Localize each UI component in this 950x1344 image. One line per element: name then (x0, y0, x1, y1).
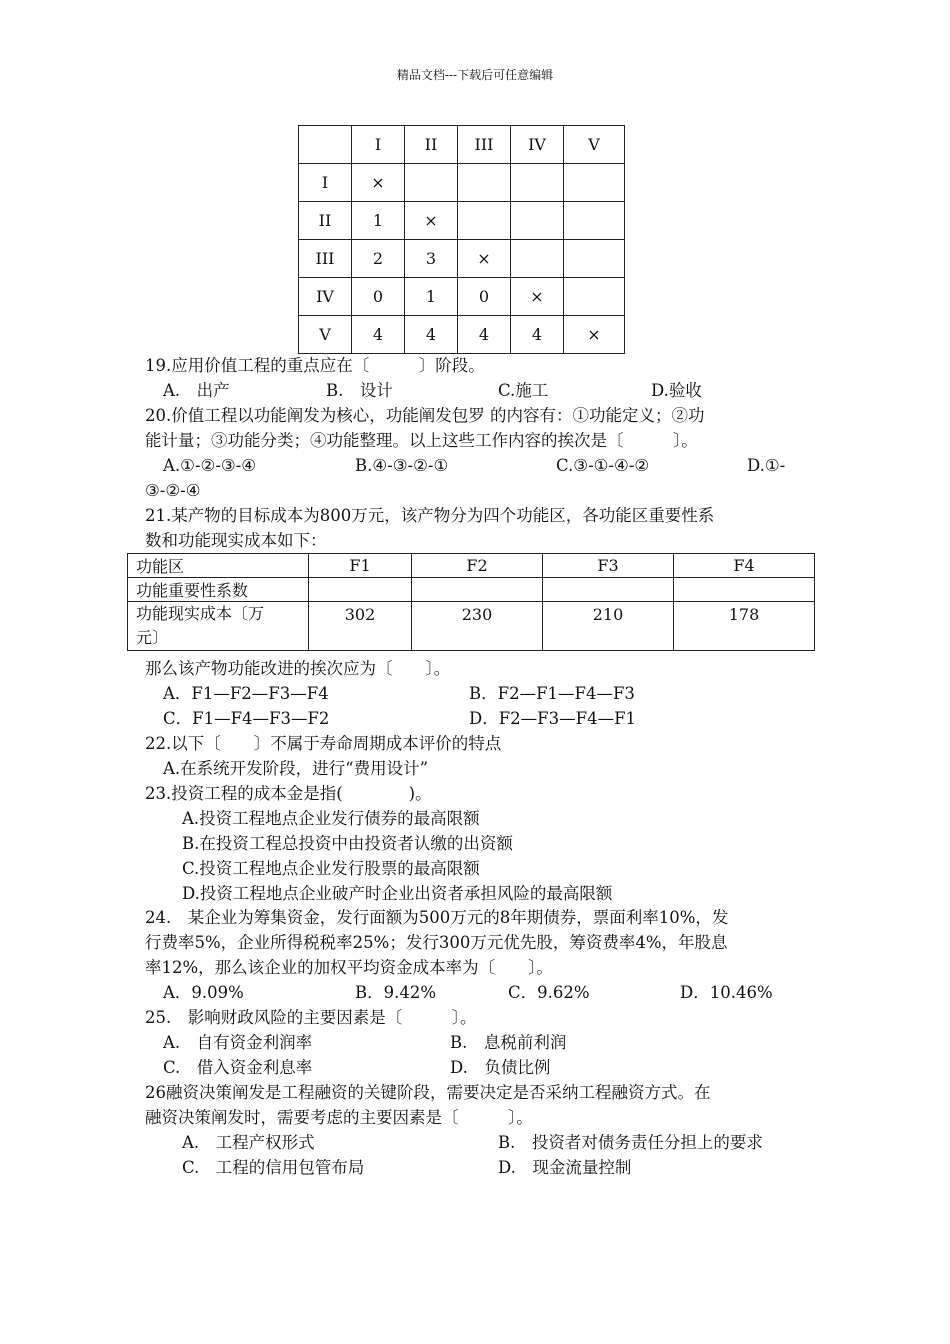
q21-stem-line2: 数和功能现实成本如下： (145, 531, 327, 550)
q21-stem-line1: 21.某产物的目标成本为800万元，该产物分为四个功能区，各功能区重要性系 (145, 506, 715, 525)
q19-option-d: D.验收 (651, 381, 702, 400)
q23-stem: 23.投资工程的成本金是指( )。 (145, 784, 432, 803)
matrix-col-header: V (564, 126, 625, 164)
table-row (299, 316, 625, 354)
matrix-cell: 4 (405, 316, 458, 354)
q23-option-c: C.投资工程地点企业发行股票的最高限额 (182, 859, 480, 878)
matrix-cell: 1 (352, 202, 405, 240)
table-row (299, 240, 625, 278)
q24-option-a: A．9.09% (163, 983, 244, 1002)
matrix-cell: × (564, 316, 625, 354)
q25-stem: 25. 影响财政风险的主要因素是〔 〕。 (145, 1008, 477, 1027)
q22-stem: 22.以下〔 〕不属于寿命周期成本评价的特点 (145, 734, 502, 753)
matrix-row-header: V (299, 316, 352, 354)
ftable-row-label: 功能重要性系数 (128, 578, 309, 602)
ftable-header: F1 (309, 554, 412, 578)
q25-option-d: D. 负债比例 (450, 1058, 551, 1077)
table-row (299, 202, 625, 240)
q23-option-b: B.在投资工程总投资中由投资者认缴的出资额 (182, 834, 513, 853)
ftable-header: F3 (543, 554, 674, 578)
matrix-cell: 0 (352, 278, 405, 316)
q25-option-b: B. 息税前利润 (450, 1033, 567, 1052)
matrix-cell (564, 240, 625, 278)
table-row (128, 602, 815, 651)
matrix-cell (458, 164, 511, 202)
ftable-cell: 178 (674, 602, 815, 651)
matrix-row-header: I (299, 164, 352, 202)
matrix-cell (564, 278, 625, 316)
ftable-row-label-line1: 功能现实成本〔万 (136, 604, 265, 623)
table-row (128, 578, 815, 602)
matrix-cell (458, 202, 511, 240)
matrix-cell: 0 (458, 278, 511, 316)
matrix-corner-cell (299, 126, 352, 164)
matrix-col-header: II (405, 126, 458, 164)
q21-option-c: C．F1—F4—F3—F2 (163, 709, 330, 728)
q24-stem-line3: 率12%，那么该企业的加权平均资金成本率为〔 〕。 (145, 958, 553, 977)
q19-stem: 19.应用价值工程的重点应在〔 〕阶段。 (145, 356, 485, 375)
q24-option-d: D．10.46% (680, 983, 773, 1002)
table-row (128, 554, 815, 578)
matrix-cell (511, 164, 564, 202)
q26-stem-line1: 26融资决策阐发是工程融资的关键阶段，需要决定是否采纳工程融资方式。在 (145, 1083, 711, 1102)
matrix-cell: × (352, 164, 405, 202)
q20-stem-line1: 20.价值工程以功能阐发为核心，功能阐发包罗 的内容有：①功能定义；②功 (145, 406, 705, 425)
matrix-cell: 4 (352, 316, 405, 354)
q21-option-b: B．F2—F1—F4—F3 (469, 684, 635, 703)
function-cost-table (127, 553, 815, 651)
matrix-col-header: IV (511, 126, 564, 164)
matrix-cell: × (511, 278, 564, 316)
matrix-row-header: II (299, 202, 352, 240)
q26-option-b: B. 投资者对债务责任分担上的要求 (498, 1133, 763, 1152)
ftable-cell: 302 (309, 602, 412, 651)
matrix-row-header: IV (299, 278, 352, 316)
q20-option-a: A.①-②-③-④ (163, 456, 257, 475)
q23-option-d: D.投资工程地点企业破产时企业出资者承担风险的最高限额 (182, 884, 613, 903)
ftable-row-label (128, 602, 309, 651)
matrix-cell: 2 (352, 240, 405, 278)
q26-option-c: C. 工程的信用包管布局 (182, 1158, 365, 1177)
q26-option-a: A. 工程产权形式 (182, 1133, 315, 1152)
page-header: 精品文档---下载后可任意编辑 (396, 68, 554, 82)
q20-option-d-cont: ③-②-④ (145, 481, 201, 500)
matrix-cell (405, 164, 458, 202)
q24-option-b: B．9.42% (355, 983, 437, 1002)
matrix-cell: × (405, 202, 458, 240)
q21-option-d: D．F2—F3—F4—F1 (469, 709, 637, 728)
q20-option-d: D.①- (747, 456, 786, 475)
q20-option-c: C.③-①-④-② (556, 456, 650, 475)
matrix-cell: 4 (458, 316, 511, 354)
table-row (299, 164, 625, 202)
ftable-header: 功能区 (128, 554, 309, 578)
ftable-cell: 230 (412, 602, 543, 651)
q19-option-b: B. 设计 (326, 381, 393, 400)
q20-option-b: B.④-③-②-① (355, 456, 449, 475)
q24-stem-line2: 行费率5%，企业所得税税率25%；发行300万元优先股，筹资费率4%，年股息 (145, 933, 728, 952)
q19-option-c: C.施工 (498, 381, 549, 400)
matrix-cell: 4 (511, 316, 564, 354)
q20-stem-line2: 能计量；③功能分类；④功能整理。以上这些工作内容的挨次是〔 〕。 (145, 431, 698, 450)
q25-option-a: A. 自有资金利润率 (163, 1033, 313, 1052)
ftable-cell (412, 578, 543, 602)
q26-option-d: D. 现金流量控制 (498, 1158, 632, 1177)
q26-stem-line2: 融资决策阐发时，需要考虑的主要因素是〔 〕。 (145, 1108, 533, 1127)
matrix-row-header: III (299, 240, 352, 278)
matrix-cell (564, 202, 625, 240)
q22-option-a: A.在系统开发阶段，进行“费用设计” (163, 759, 429, 778)
matrix-cell: 3 (405, 240, 458, 278)
q25-option-c: C. 借入资金利息率 (163, 1058, 313, 1077)
ftable-cell: 210 (543, 602, 674, 651)
ftable-cell (674, 578, 815, 602)
ftable-header: F2 (412, 554, 543, 578)
matrix-cell: 1 (405, 278, 458, 316)
matrix-cell: × (458, 240, 511, 278)
matrix-cell (511, 240, 564, 278)
pairwise-matrix-table (298, 125, 625, 354)
q21-after: 那么该产物功能改进的挨次应为〔 〕。 (145, 659, 451, 678)
matrix-col-header: III (458, 126, 511, 164)
matrix-col-header: I (352, 126, 405, 164)
q24-option-c: C．9.62% (508, 983, 590, 1002)
ftable-header: F4 (674, 554, 815, 578)
table-row (299, 126, 625, 164)
ftable-cell (309, 578, 412, 602)
q19-option-a: A. 出产 (163, 381, 230, 400)
matrix-cell (564, 164, 625, 202)
ftable-cell (543, 578, 674, 602)
matrix-cell (511, 202, 564, 240)
q21-option-a: A．F1—F2—F3—F4 (163, 684, 329, 703)
q24-stem-line1: 24. 某企业为筹集资金，发行面额为500万元的8年期债券，票面利率10%，发 (145, 908, 729, 927)
q23-option-a: A.投资工程地点企业发行债券的最高限额 (182, 809, 480, 828)
table-row (299, 278, 625, 316)
ftable-row-label-line2: 元〕 (136, 628, 169, 647)
